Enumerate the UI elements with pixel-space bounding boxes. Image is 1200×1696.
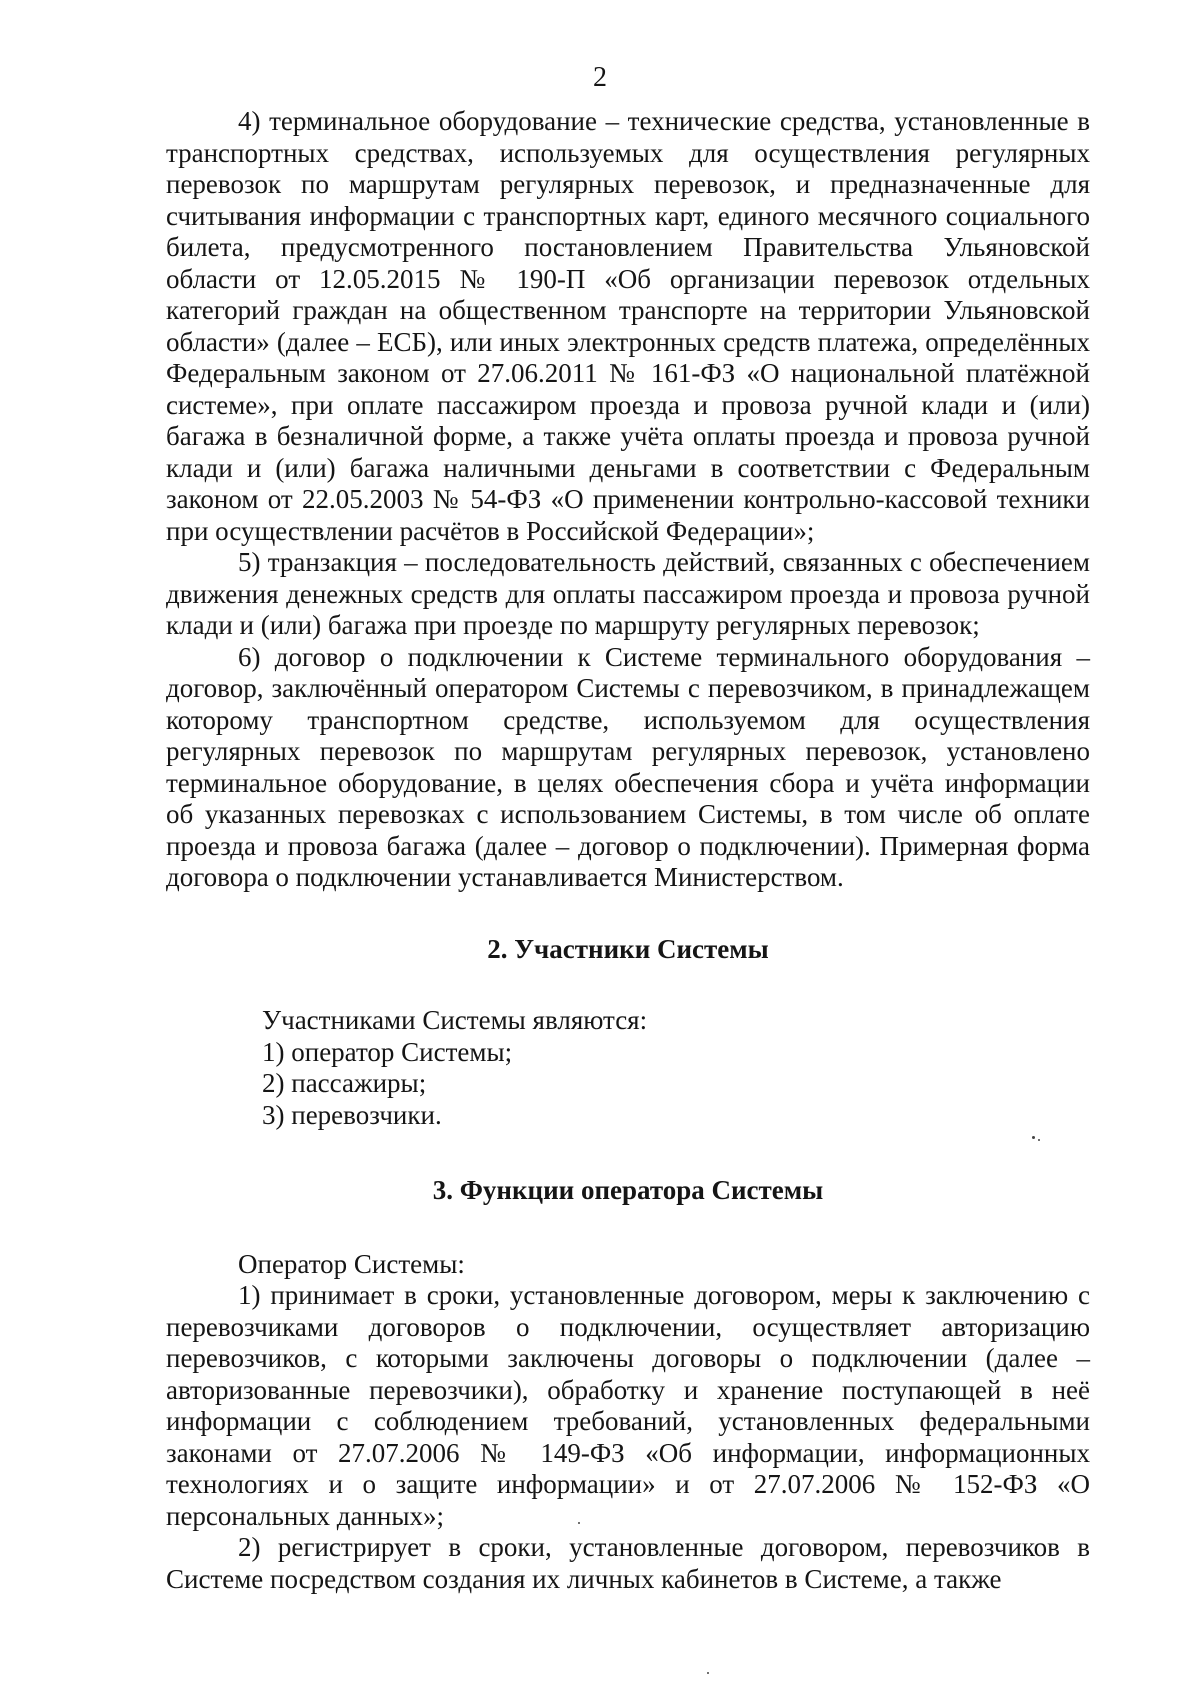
paragraph-operator-function-2: 2) регистрирует в сроки, установленные договором, перевозчиков в Системе посредством создания их личных кабинетов в Системе, а также <box>166 1532 1090 1594</box>
section-heading-operator-functions: 3. Функции оператора Системы <box>432 1175 824 1205</box>
paragraph-operator-function-1: 1) принимает в сроки, установленные договором, меры к заключению с перевозчиками договоров о подключении, осуществляет авторизацию перевозчиков, с которыми заключены договоры о подключении (далее – авторизованные перевозчики), обработку и хранение поступающей в неё информации с соблюдением требований, установленных федеральными законами от 27.07.2006 № 149-ФЗ «Об информации, информационных технологиях и о защите информации» и от 27.07.2006 № 152-ФЗ «О персональных данных»; <box>166 1280 1090 1531</box>
document-body <box>166 106 1090 1595</box>
operator-lead: Оператор Системы: <box>238 1248 465 1279</box>
page-number: 2 <box>593 62 607 93</box>
section-heading-participants: 2. Участники Системы <box>487 933 769 964</box>
participants-lead: Участниками Системы являются: <box>262 1005 648 1035</box>
scan-speck <box>578 1522 580 1524</box>
paragraph-transaction: 5) транзакция – последовательность действий, связанных с обеспечением движения денежных средств для оплаты пассажиром проезда и провоза ручной клади и (или) багажа при проезде по маршруту регулярных перевозок; <box>166 547 1090 640</box>
scan-speck <box>707 1672 709 1674</box>
participant-item: 3) перевозчики. <box>262 1099 442 1130</box>
paragraph-terminal-equipment: 4) терминальное оборудование – технические средства, установленные в транспортных средствах, используемых для осуществления регулярных перевозок по маршрутам регулярных перевозок, и предназначенные для считывания информации с транспортных карт, единого месячного социального билета, предусмотренного постановлением Правительства Ульяновской области от 12.05.2015 № 190-П «Об организации перевозок отдельных категорий граждан на общественном транспорте на территории Ульяновской области» (далее – ЕСБ), или иных электронных средств платежа, определённых Федеральным законом от 27.06.2011 № 161-ФЗ «О национальной платёжной системе», при оплате пассажиром проезда и провоза ручной клади и (или) багажа в безналичной форме, а также учёта оплаты проезда и провоза ручной клади и (или) багажа наличными деньгами в соответствии с Федеральным законом от 22.05.2003 № 54-ФЗ «О применении контрольно-кассовой техники при осуществлении расчётов в Российской Федерации»; <box>166 106 1090 546</box>
participant-item: 2) пассажиры; <box>262 1068 427 1098</box>
participant-item: 1) оператор Системы; <box>262 1036 513 1067</box>
scan-speck <box>1038 1139 1040 1141</box>
paragraph-connection-agreement: 6) договор о подключении к Системе терминального оборудования – договор, заключённый оператором Системы с перевозчиком, в принадлежащем которому транспортном средстве, используемом для осуществления регулярных перевозок по маршрутам регулярных перевозок, установлено терминальное оборудование, в целях обеспечения сбора и учёта информации об указанных перевозках с использованием Системы, в том числе об оплате проезда и провоза багажа (далее – договор о подключении). Примерная форма договора о подключении устанавливается Министерством. <box>166 641 1090 892</box>
scan-speck <box>1032 1136 1035 1139</box>
